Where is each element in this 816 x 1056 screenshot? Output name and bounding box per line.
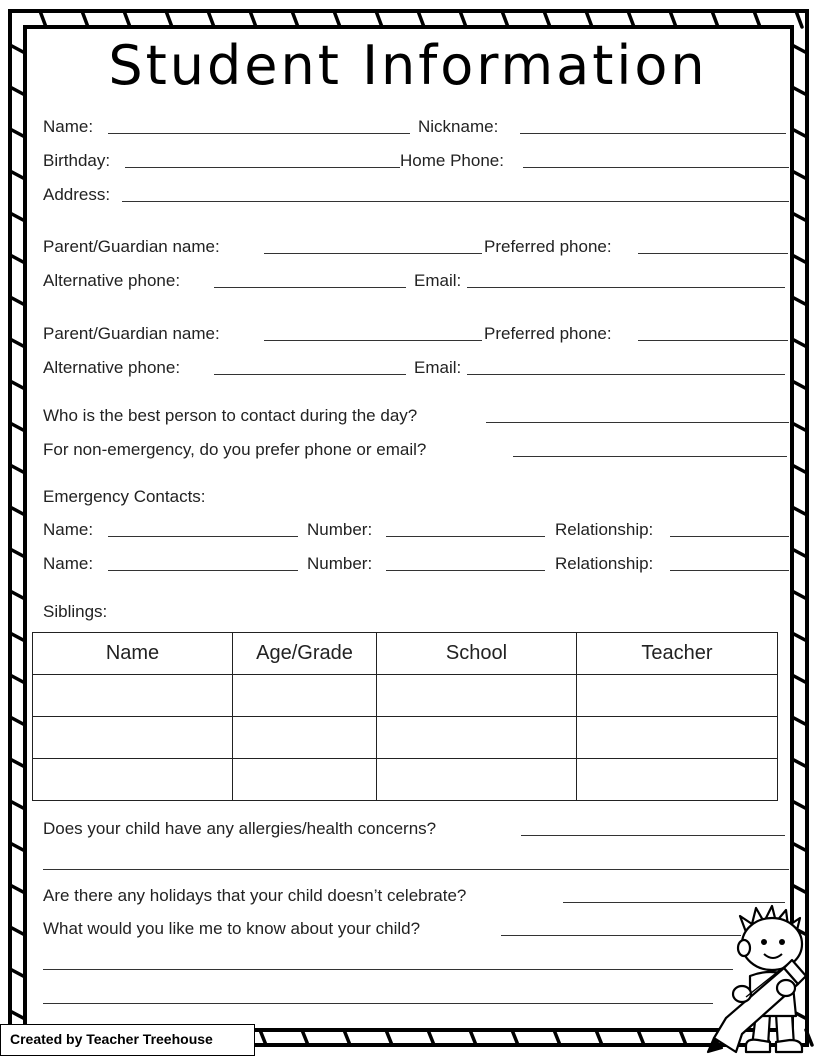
border-stripe — [208, 11, 214, 27]
border-stripe — [586, 11, 592, 27]
emergency2-name-field[interactable] — [108, 570, 298, 571]
emergency1-name-label: Name: — [43, 520, 94, 539]
guardian1-name-label: Parent/Guardian name: — [43, 237, 220, 256]
guardian2-alt-phone-label: Alternative phone: — [43, 358, 181, 377]
know-about-field[interactable] — [501, 935, 741, 936]
border-stripe — [10, 549, 25, 557]
page-title: Student Information — [108, 34, 708, 97]
border-stripe — [792, 759, 807, 767]
border-stripe — [470, 1030, 476, 1045]
border-stripe — [792, 423, 807, 431]
table-cell[interactable] — [377, 717, 577, 759]
table-row — [33, 759, 778, 801]
border-stripe — [292, 11, 298, 27]
border-stripe — [792, 339, 807, 347]
border-stripe — [10, 465, 25, 473]
table-cell[interactable] — [577, 675, 778, 717]
know-about-field-line2[interactable] — [43, 969, 733, 970]
col-header-age-grade: Age/Grade — [233, 633, 377, 675]
guardian2-name-label: Parent/Guardian name: — [43, 324, 220, 343]
address-label: Address: — [43, 185, 111, 204]
guardian1-name-field[interactable] — [264, 253, 482, 254]
border-stripe — [792, 129, 807, 137]
border-stripe — [334, 11, 340, 27]
guardian2-preferred-phone-field[interactable] — [638, 340, 788, 341]
guardian2-alt-phone-field[interactable] — [214, 374, 406, 375]
table-cell[interactable] — [233, 675, 377, 717]
know-about-field-line3[interactable] — [43, 1003, 713, 1004]
table-cell[interactable] — [233, 717, 377, 759]
table-cell[interactable] — [33, 717, 233, 759]
col-header-name: Name — [33, 633, 233, 675]
border-stripe — [792, 213, 807, 221]
nickname-label: Nickname: — [418, 117, 499, 136]
allergies-question: Does your child have any allergies/health concerns? — [43, 819, 437, 838]
border-stripe — [10, 591, 25, 599]
border-stripe — [512, 1030, 518, 1045]
border-stripe — [10, 843, 25, 851]
boy-with-pencil-illustration — [706, 902, 816, 1056]
border-stripe — [10, 171, 25, 179]
emergency1-relationship-field[interactable] — [670, 536, 789, 537]
birthday-label: Birthday: — [43, 151, 111, 170]
guardian1-email-field[interactable] — [467, 287, 785, 288]
guardian2-name-field[interactable] — [264, 340, 482, 341]
border-stripe — [10, 969, 25, 977]
guardian2-email-label: Email: — [414, 358, 462, 377]
border-stripe — [344, 1030, 350, 1045]
credit-footer: Created by Teacher Treehouse — [0, 1024, 255, 1056]
table-cell[interactable] — [33, 759, 233, 801]
border-stripe — [792, 717, 807, 725]
border-stripe — [10, 213, 25, 221]
guardian2-preferred-phone-label: Preferred phone: — [484, 324, 612, 343]
border-stripe — [792, 801, 807, 809]
name-field[interactable] — [108, 133, 410, 134]
border-stripe — [792, 297, 807, 305]
border-stripe — [10, 717, 25, 725]
border-stripe — [376, 11, 382, 27]
border-stripe — [792, 633, 807, 641]
home-phone-field[interactable] — [523, 167, 789, 168]
border-stripe — [792, 591, 807, 599]
contact-preference-question: For non-emergency, do you prefer phone or email? — [43, 440, 427, 459]
guardian1-preferred-phone-label: Preferred phone: — [484, 237, 612, 256]
border-stripe — [260, 1030, 266, 1045]
best-person-field[interactable] — [486, 422, 789, 423]
border-stripe — [502, 11, 508, 27]
border-stripe — [10, 129, 25, 137]
allergies-field-line2[interactable] — [43, 869, 789, 870]
border-stripe — [680, 1030, 686, 1045]
border-stripe — [792, 549, 807, 557]
border-stripe — [10, 927, 25, 935]
guardian1-preferred-phone-field[interactable] — [638, 253, 788, 254]
guardian1-alt-phone-field[interactable] — [214, 287, 406, 288]
border-stripe — [792, 675, 807, 683]
border-stripe — [250, 11, 256, 27]
border-stripe — [554, 1030, 560, 1045]
table-row — [33, 717, 778, 759]
border-stripe — [418, 11, 424, 27]
col-header-school: School — [377, 633, 577, 675]
emergency1-name-field[interactable] — [108, 536, 298, 537]
table-cell[interactable] — [577, 717, 778, 759]
border-stripe — [10, 297, 25, 305]
border-stripe — [10, 801, 25, 809]
birthday-field[interactable] — [125, 167, 400, 168]
border-stripe — [10, 633, 25, 641]
border-stripe — [670, 11, 676, 27]
border-stripe — [460, 11, 466, 27]
border-stripe — [712, 11, 718, 27]
border-stripe — [10, 759, 25, 767]
border-stripe — [792, 381, 807, 389]
border-stripe — [10, 675, 25, 683]
border-stripe — [792, 507, 807, 515]
border-stripe — [82, 11, 88, 27]
table-row — [33, 675, 778, 717]
border-stripe — [10, 507, 25, 515]
border-stripe — [544, 11, 550, 27]
border-stripe — [792, 255, 807, 263]
best-person-question: Who is the best person to contact during the day? — [43, 406, 418, 425]
guardian2-email-field[interactable] — [467, 374, 785, 375]
table-cell[interactable] — [377, 675, 577, 717]
nickname-field[interactable] — [520, 133, 786, 134]
siblings-header-row — [33, 633, 778, 675]
emergency1-number-label: Number: — [307, 520, 373, 539]
border-stripe — [796, 11, 802, 27]
border-stripe — [638, 1030, 644, 1045]
siblings-table — [32, 632, 778, 801]
name-label: Name: — [43, 117, 94, 136]
border-stripe — [792, 843, 807, 851]
siblings-heading: Siblings: — [43, 602, 108, 621]
border-stripe — [792, 171, 807, 179]
emergency2-number-label: Number: — [307, 554, 373, 573]
emergency-heading: Emergency Contacts: — [43, 487, 206, 506]
table-cell[interactable] — [577, 759, 778, 801]
border-stripe — [10, 423, 25, 431]
border-stripe — [792, 465, 807, 473]
border-stripe — [792, 885, 807, 893]
border-stripe — [166, 11, 172, 27]
emergency2-number-field[interactable] — [386, 570, 545, 571]
address-field[interactable] — [122, 201, 789, 202]
border-stripe — [302, 1030, 308, 1045]
border-stripe — [754, 11, 760, 27]
border-stripe — [10, 255, 25, 263]
contact-preference-field[interactable] — [513, 456, 787, 457]
border-stripe — [386, 1030, 392, 1045]
emergency1-relationship-label: Relationship: — [555, 520, 654, 539]
border-stripe — [124, 11, 130, 27]
border-stripe — [10, 339, 25, 347]
guardian1-email-label: Email: — [414, 271, 462, 290]
holidays-question: Are there any holidays that your child doesn’t celebrate? — [43, 886, 467, 905]
guardian1-alt-phone-label: Alternative phone: — [43, 271, 181, 290]
border-stripe — [40, 11, 46, 27]
table-cell[interactable] — [233, 759, 377, 801]
border-stripe — [10, 381, 25, 389]
table-cell[interactable] — [377, 759, 577, 801]
border-stripe — [596, 1030, 602, 1045]
border-stripe — [10, 885, 25, 893]
emergency2-relationship-label: Relationship: — [555, 554, 654, 573]
know-about-question: What would you like me to know about your child? — [43, 919, 421, 938]
emergency2-name-label: Name: — [43, 554, 94, 573]
emergency1-number-field[interactable] — [386, 536, 545, 537]
border-stripe — [628, 11, 634, 27]
border-stripe — [10, 1011, 25, 1019]
allergies-field[interactable] — [521, 835, 785, 836]
border-stripe — [428, 1030, 434, 1045]
col-header-teacher: Teacher — [577, 633, 778, 675]
emergency2-relationship-field[interactable] — [670, 570, 789, 571]
table-cell[interactable] — [33, 675, 233, 717]
home-phone-label: Home Phone: — [400, 151, 504, 170]
